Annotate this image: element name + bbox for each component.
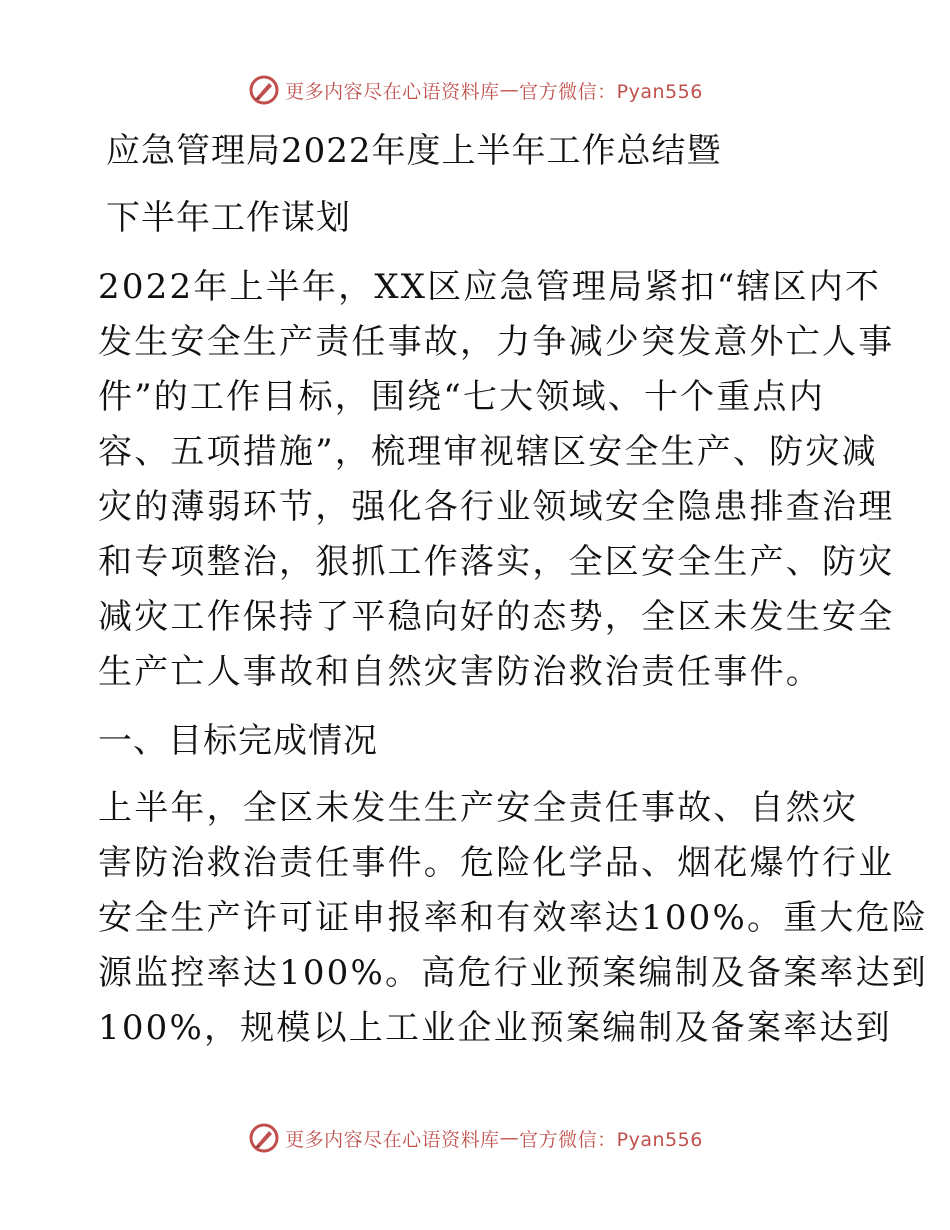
document-title-line-2: 下半年工作谋划 bbox=[106, 198, 351, 238]
document-body bbox=[98, 126, 929, 1056]
paragraph-line: 上半年，全区未发生生产安全责任事故、自然灾 bbox=[98, 788, 859, 828]
watermark-text: 更多内容尽在心语资料库 bbox=[285, 1128, 500, 1151]
paragraph-line: 生产亡人事故和自然灾害防治救治责任事件。 bbox=[98, 652, 822, 692]
watermark-separator: — bbox=[499, 1127, 520, 1149]
paragraph-line: 源监控率达100%。高危行业预案编制及备案率达到 bbox=[98, 953, 929, 993]
pen-logo-icon bbox=[247, 1121, 281, 1155]
intro-paragraph bbox=[98, 260, 895, 700]
section-heading-1: 一、目标完成情况 bbox=[98, 721, 378, 761]
watermark-header bbox=[0, 70, 950, 110]
pen-logo-icon bbox=[247, 73, 281, 107]
paragraph-line: 100%，规模以上工业企业预案编制及备案率达到 bbox=[98, 1008, 892, 1048]
paragraph-line: 件”的工作目标，围绕“七大领域、十个重点内 bbox=[98, 377, 825, 417]
paragraph-line: 减灾工作保持了平稳向好的态势，全区未发生安全 bbox=[98, 597, 895, 637]
paragraph-line: 和专项整治，狠抓工作落实，全区安全生产、防灾 bbox=[98, 542, 895, 582]
watermark-text: 更多内容尽在心语资料库 bbox=[285, 80, 500, 103]
watermark-wechat: 官方微信：Pyan556 bbox=[519, 1128, 703, 1151]
watermark-footer bbox=[0, 1118, 950, 1158]
paragraph-line: 安全生产许可证申报率和有效率达100%。重大危险 bbox=[98, 898, 929, 938]
section-1-paragraph bbox=[98, 781, 929, 1056]
paragraph-line: 2022年上半年，XX区应急管理局紧扣“辖区内不 bbox=[98, 267, 882, 307]
paragraph-line: 害防治救治责任事件。危险化学品、烟花爆竹行业 bbox=[98, 843, 895, 883]
watermark-wechat: 官方微信：Pyan556 bbox=[519, 80, 703, 103]
watermark-separator: — bbox=[499, 79, 520, 101]
document-title-line-1: 应急管理局2022年度上半年工作总结暨 bbox=[106, 131, 722, 171]
paragraph-line: 容、五项措施”，梳理审视辖区安全生产、防灾减 bbox=[98, 432, 878, 472]
paragraph-line: 发生安全生产责任事故，力争减少突发意外亡人事 bbox=[98, 322, 895, 362]
paragraph-line: 灾的薄弱环节，强化各行业领域安全隐患排查治理 bbox=[98, 487, 895, 527]
